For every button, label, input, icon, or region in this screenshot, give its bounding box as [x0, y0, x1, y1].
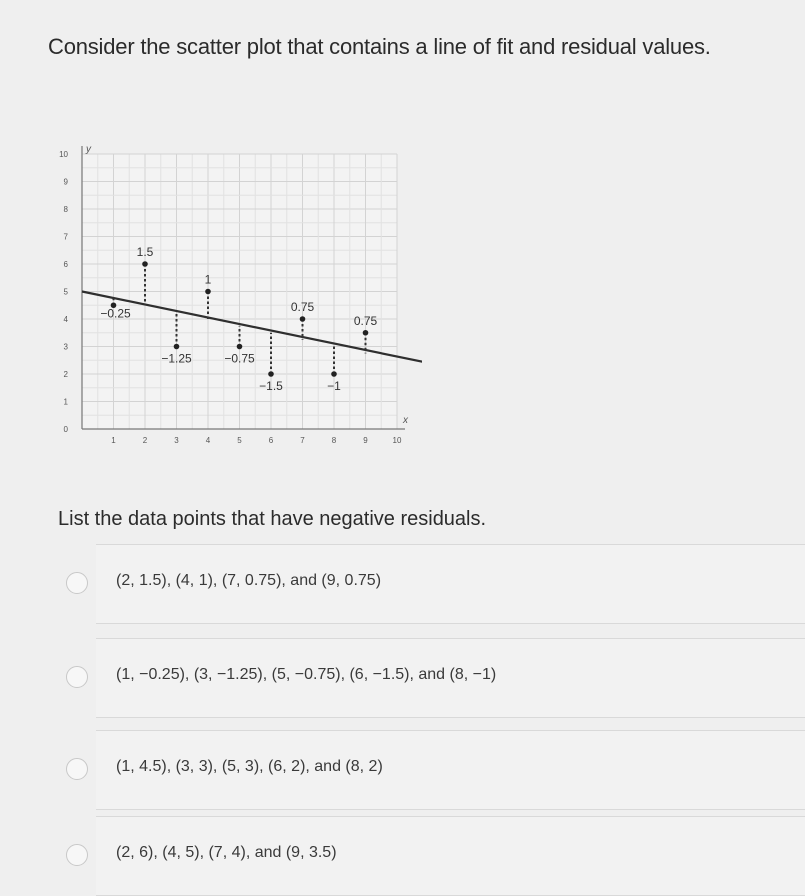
radio-button-4[interactable] — [66, 844, 88, 866]
question-text: Consider the scatter plot that contains a line of fit and residual values. — [48, 34, 711, 59]
data-point — [205, 289, 211, 295]
answer-option-1[interactable] — [56, 544, 805, 624]
scatter-plot — [52, 84, 422, 456]
x-axis-label: x — [403, 415, 408, 426]
data-point — [363, 330, 369, 336]
y-tick-label: 5 — [63, 287, 68, 297]
answer-option-label[interactable]: (1, −0.25), (3, −1.25), (5, −0.75), (6, −1.5), and (8, −1) — [116, 666, 497, 683]
residual-label: −1 — [327, 379, 341, 393]
y-tick-label: 2 — [63, 370, 68, 379]
x-tick-label: 8 — [331, 436, 337, 445]
x-tick-label: 5 — [237, 436, 242, 445]
origin-label: 0 — [63, 425, 68, 434]
y-tick-label: 4 — [63, 315, 68, 324]
y-tick-label: 3 — [63, 342, 68, 352]
x-tick-label: 7 — [300, 436, 305, 445]
answer-option-2[interactable] — [56, 638, 805, 718]
answer-option-label[interactable]: (1, 4.5), (3, 3), (5, 3), (6, 2), and (8, 2) — [116, 758, 383, 775]
residual-label: −0.25 — [100, 306, 131, 321]
residual-label: 0.75 — [290, 300, 315, 314]
data-point — [237, 344, 243, 350]
x-tick-label: 3 — [174, 436, 179, 445]
answer-option-3[interactable] — [56, 730, 805, 810]
residual-label: −1.5 — [259, 379, 283, 393]
data-point — [174, 344, 180, 350]
residual-label: 1.5 — [136, 245, 154, 259]
answer-option-4[interactable] — [56, 816, 805, 896]
x-tick-label: 4 — [205, 436, 211, 445]
scatter-plot-svg — [52, 84, 422, 456]
y-tick-label: 1 — [63, 397, 68, 407]
radio-button-2[interactable] — [66, 666, 88, 688]
data-point — [331, 371, 337, 377]
data-point — [300, 316, 306, 322]
residual-label: −0.75 — [224, 351, 255, 366]
x-tick-label: 6 — [268, 436, 274, 445]
y-tick-label: 6 — [63, 260, 68, 269]
y-tick-label: 10 — [59, 150, 68, 159]
residual-label: 1 — [204, 272, 212, 287]
data-point — [268, 371, 274, 377]
y-tick-label: 7 — [63, 232, 68, 242]
residual-label: −1.25 — [161, 351, 192, 366]
prompt-text: List the data points that have negative residuals. — [58, 508, 487, 530]
x-tick-label: 9 — [363, 436, 368, 445]
y-axis-label: y — [86, 144, 91, 155]
data-point — [142, 261, 148, 267]
y-tick-label: 9 — [63, 177, 68, 187]
x-tick-label: 1 — [111, 436, 116, 445]
x-tick-label: 2 — [142, 436, 148, 445]
radio-button-3[interactable] — [66, 758, 88, 780]
answer-option-label[interactable]: (2, 1.5), (4, 1), (7, 0.75), and (9, 0.75) — [116, 572, 382, 589]
radio-button-1[interactable] — [66, 572, 88, 594]
answer-option-label[interactable]: (2, 6), (4, 5), (7, 4), and (9, 3.5) — [116, 844, 337, 861]
x-tick-label: 10 — [392, 436, 402, 445]
y-tick-label: 8 — [63, 205, 68, 214]
residual-label: 0.75 — [353, 313, 378, 328]
